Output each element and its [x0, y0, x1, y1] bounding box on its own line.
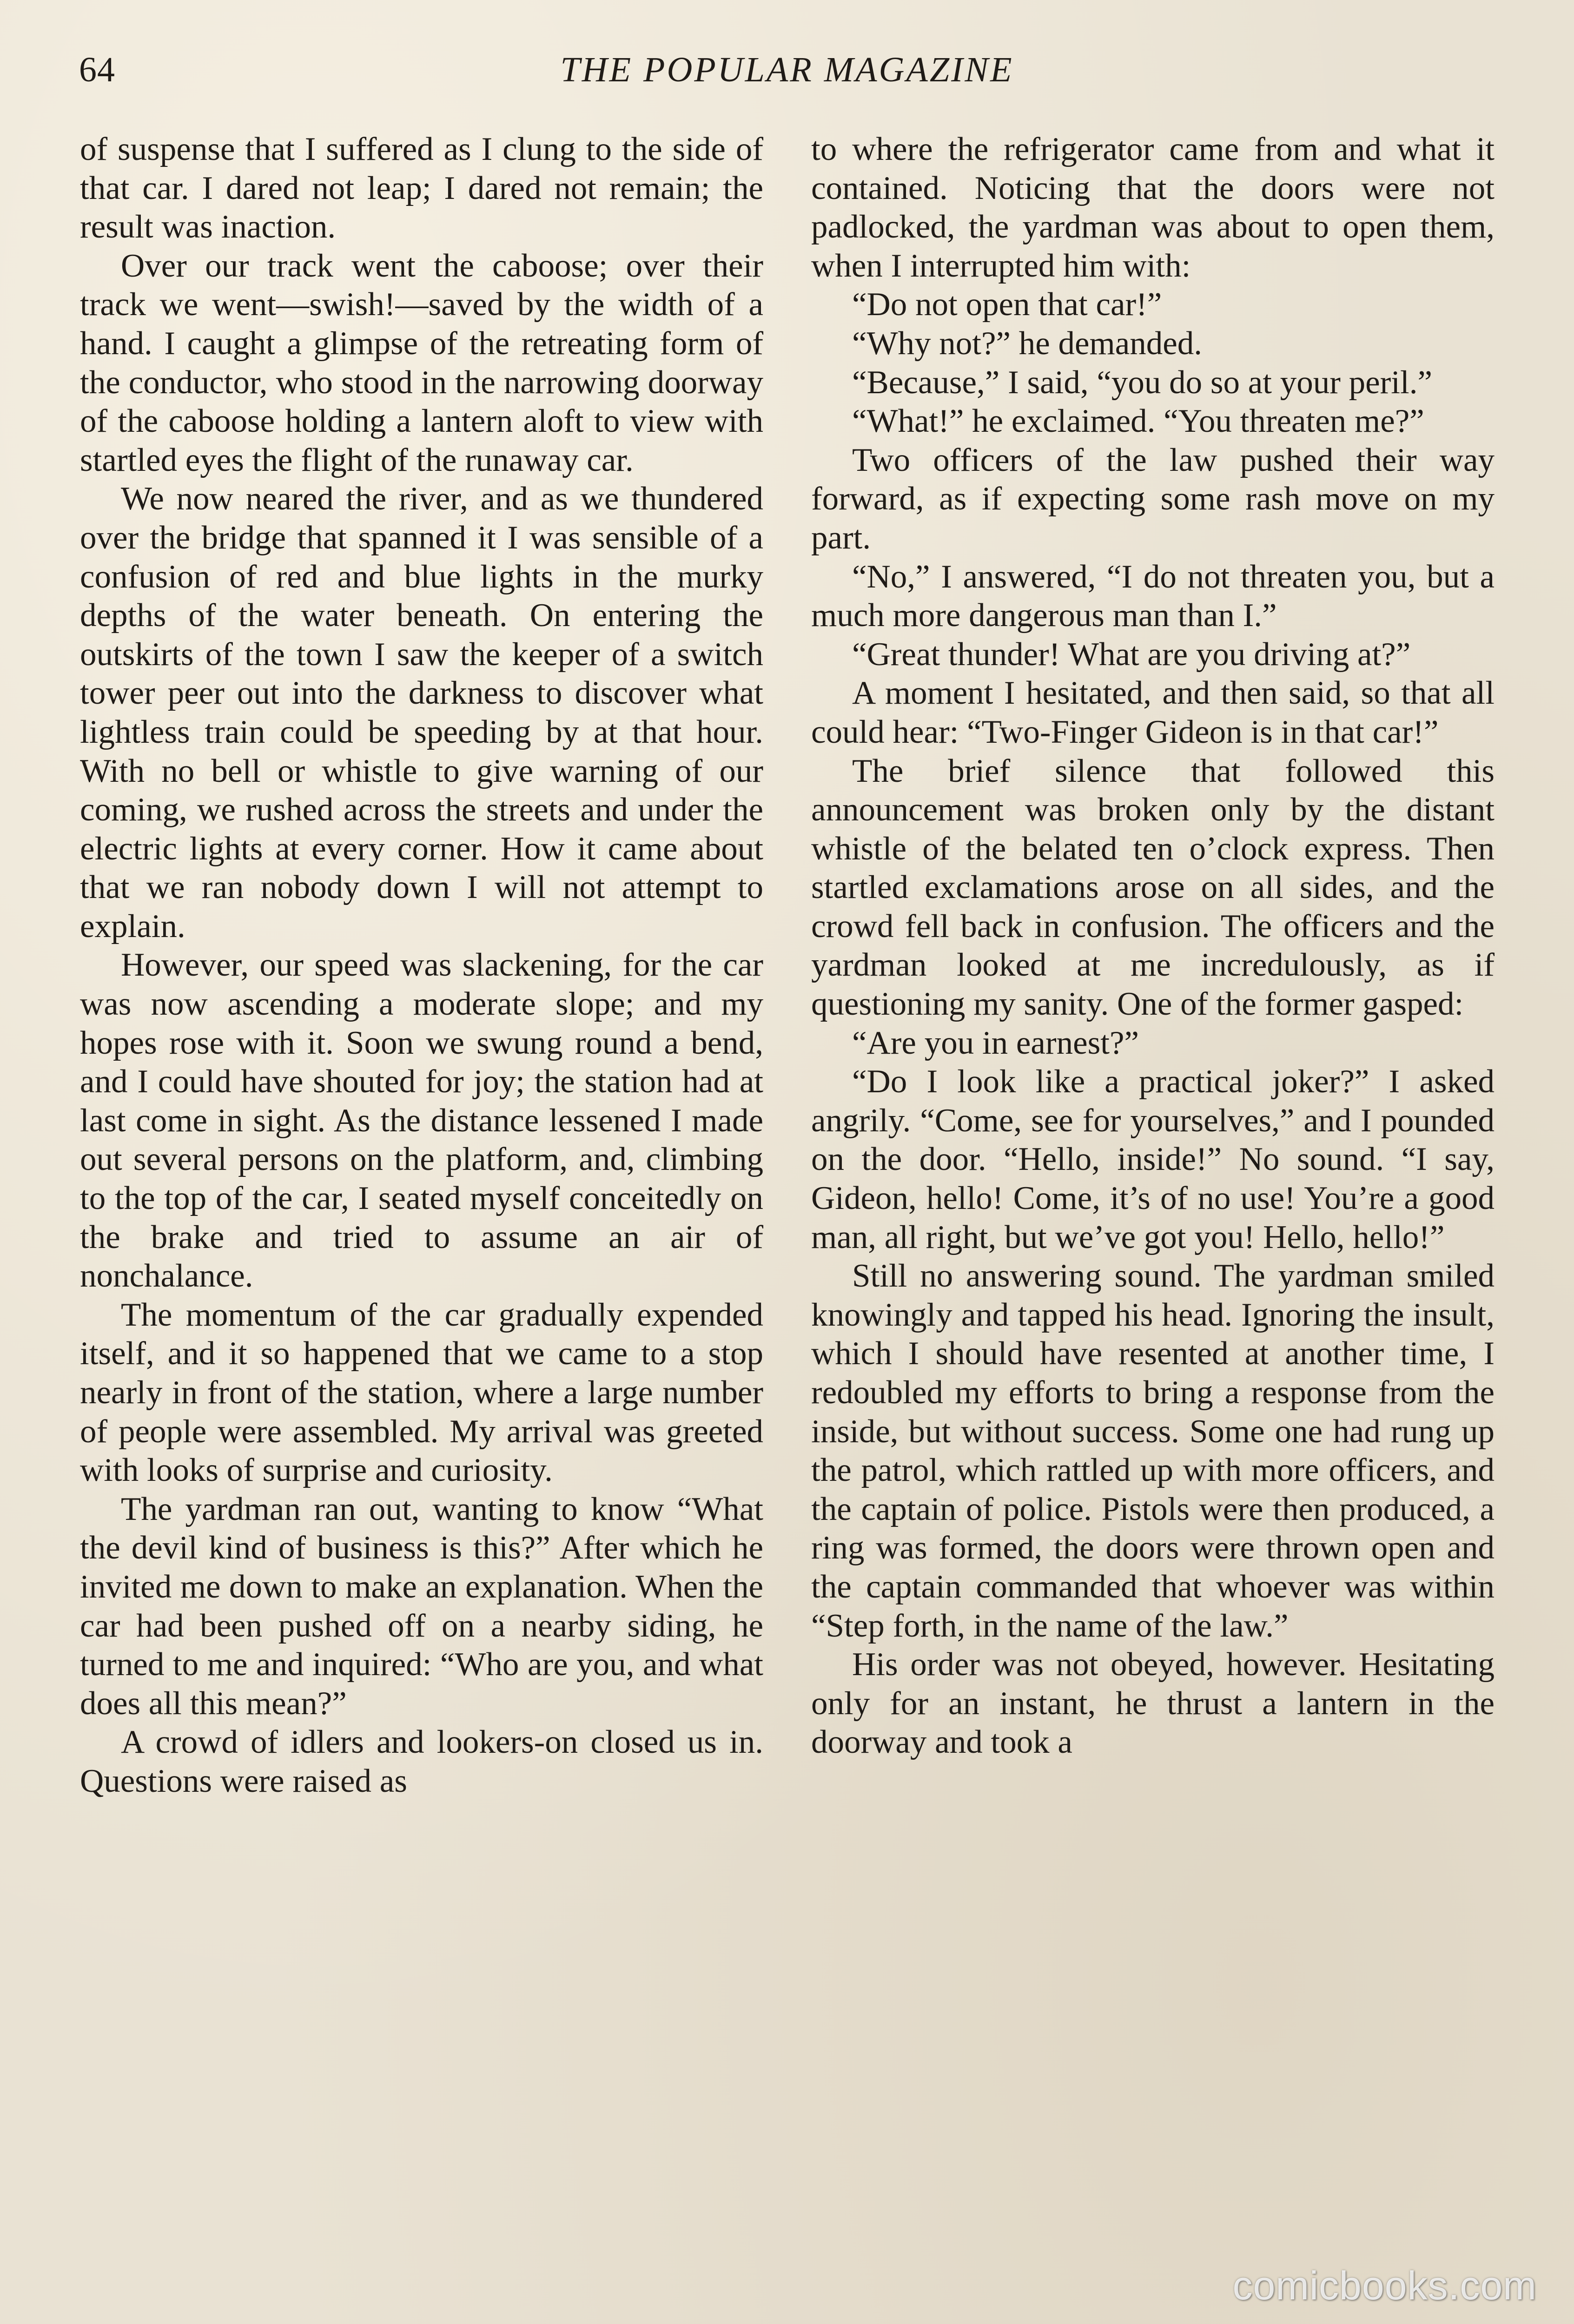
paragraph: His order was not obeyed, however. Hesitating only for an instant, he thrust a lantern in the doorway and took a	[811, 1646, 1495, 1761]
paragraph: We now neared the river, and as we thundered over the bridge that spanned it I was sensible of a confusion of red and blue lights in the murky depths of the water beneath. On entering the outskirts of the town I saw the keeper of a switch tower peer out into the darkness to discover what lightless train could be speeding by at that hour. With no bell or whistle to give warning of our coming, we rushed across the streets and under the electric lights at every corner. How it came about that we ran nobody down I will not attempt to explain.	[80, 481, 763, 944]
paragraph: “Do not open that car!”	[852, 286, 1162, 323]
page-number: 64	[79, 50, 115, 89]
paragraph: Still no answering sound. The yardman smiled knowingly and tapped his head. Ignoring the insult, which I should have resented at another time, I redoubled my efforts to bring a response from the inside, but without success. Some one had rung up the patrol, which rattled up with more officers, and the captain of police. Pistols were then produced, a ring was formed, the doors were thrown open and the captain commanded that whoever was within “Step forth, in the name of the law.”	[811, 1258, 1495, 1644]
running-head-title: THE POPULAR MAGAZINE	[560, 50, 1014, 89]
paragraph: A crowd of idlers and lookers-on closed us in. Questions were raised as	[80, 1724, 763, 1799]
paragraph: Two officers of the law pushed their way forward, as if expecting some rash move on my part.	[811, 442, 1495, 556]
watermark-logo: comicbooks.com	[1232, 2264, 1537, 2308]
left-column	[80, 130, 763, 1801]
paragraph: “Great thunder! What are you driving at?”	[852, 636, 1411, 673]
paragraph: Over our track went the caboose; over their track we went—swish!—saved by the width of a hand. I caught a glimpse of the retreating form of the conductor, who stood in the narrowing doorway of the caboose holding a lantern aloft to view with startled eyes the flight of the runaway car.	[80, 247, 763, 478]
paragraph: The brief silence that followed this announcement was broken only by the distant whistle of the belated ten o’clock express. Then startled exclamations arose on all sides, and the crowd fell back in confusion. The officers and the yardman looked at me incredulously, as if questioning my sanity. One of the former gasped:	[811, 753, 1495, 1023]
paragraph: The momentum of the car gradually expended itself, and it so happened that we came to a stop nearly in front of the station, where a large number of people were assembled. My arrival was greeted with looks of surprise and curiosity.	[80, 1296, 763, 1489]
paragraph: “What!” he exclaimed. “You threaten me?”	[852, 403, 1424, 440]
paragraph: A moment I hesitated, and then said, so that all could hear: “Two-Finger Gideon is in that car!”	[811, 675, 1495, 750]
paragraph: The yardman ran out, wanting to know “What the devil kind of business is this?” After which he invited me down to make an explanation. When the car had been pushed off on a nearby siding, he turned to me and inquired: “Who are you, and what does all this mean?”	[80, 1491, 763, 1722]
paragraph: “Do I look like a practical joker?” I asked angrily. “Come, see for yourselves,” and I pounded on the door. “Hello, inside!” No sound. “I say, Gideon, hello! Come, it’s of no use! You’re a good man, all right, but we’ve got you! Hello, hello!”	[811, 1063, 1495, 1255]
paragraph: of suspense that I suffered as I clung to the side of that car. I dared not leap; I dared not remain; the result was inaction.	[80, 131, 763, 245]
paragraph: to where the refrigerator came from and what it contained. Noticing that the doors were not padlocked, the yardman was about to open them, when I interrupted him with:	[811, 131, 1495, 284]
paragraph: However, our speed was slackening, for the car was now ascending a moderate slope; and my hopes rose with it. Soon we swung round a bend, and I could have shouted for joy; the station had at last come in sight. As the distance lessened I made out several persons on the platform, and, climbing to the top of the car, I seated myself conceitedly on the brake and tried to assume an air of nonchalance.	[80, 947, 763, 1294]
right-column	[811, 130, 1495, 1762]
paragraph: “Are you in earnest?”	[852, 1024, 1139, 1061]
paragraph: “No,” I answered, “I do not threaten you, but a much more dangerous man than I.”	[811, 558, 1495, 634]
paragraph: “Because,” I said, “you do so at your peril.”	[852, 364, 1432, 401]
paragraph: “Why not?” he demanded.	[852, 325, 1203, 362]
